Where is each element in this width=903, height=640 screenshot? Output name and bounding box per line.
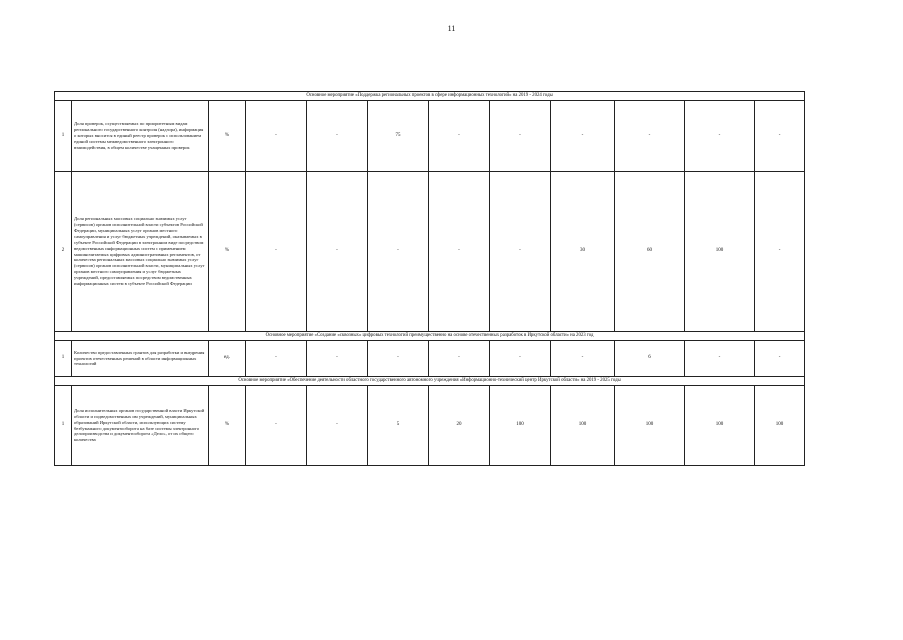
value-cell: - [368, 341, 429, 377]
value-cell: 6 [615, 341, 685, 377]
value-cell: - [755, 341, 805, 377]
page-number: 11 [447, 24, 456, 33]
value-cell: - [755, 172, 805, 332]
value-cell: 100 [685, 172, 755, 332]
section-header-row [55, 332, 805, 341]
indicators-table [54, 91, 805, 466]
row-number: 1 [55, 386, 72, 466]
indicator-description: Доля исполнительных органов государственной власти Иркутской области и подведомственных им учреждений, муниципальных образований Иркутской области, использующих систему безбумажного документооборота на базе системы электронного делопроизводства и документооборота «Дело», от их общего количества [72, 386, 209, 466]
value-cell: - [685, 341, 755, 377]
value-cell: - [615, 101, 685, 172]
table-row [55, 341, 805, 377]
value-cell: 30 [551, 172, 615, 332]
value-cell: 100 [755, 386, 805, 466]
row-number: 1 [55, 341, 72, 377]
value-cell: 100 [615, 386, 685, 466]
section-header-row [55, 377, 805, 386]
section-header-row [55, 92, 805, 101]
table-row [55, 172, 805, 332]
value-cell: 100 [685, 386, 755, 466]
value-cell: 100 [551, 386, 615, 466]
value-cell: - [429, 101, 490, 172]
indicator-description: Доля региональных массовых социально значимых услуг (сервисов) органов исполнительной власти субъектов Российской Федерации, муниципальных услуг органов местного самоуправления и услуг бюджетных учреждений, оказываемых в субъекте Российской Федерации в электронном виде посредством ведомственных информационных систем с применением машиночитаемых цифровых административных регламентов, от количества региональных массовых социально значимых услуг (сервисов) органов исполнительной власти, муниципальных услуг органов местного самоуправления и услуг бюджетных учреждений, предоставляемых посредством ведомственных информационных систем в субъекте Российской Федерации [72, 172, 209, 332]
table-row [55, 101, 805, 172]
unit-cell: ед. [209, 341, 246, 377]
indicator-description: Количество предоставленных грантов для разработки и внедрения проектов отечественных решений в области информационных технологий [72, 341, 209, 377]
indicator-description: Доля проверок, осуществляемых по приоритетным видам регионального государственного контроля (надзора), информация о которых вносится в единый реестр проверок с использованием единой системы межведомственного электронного взаимодействия, в общем количестве учащенных проверок [72, 101, 209, 172]
value-cell: 20 [429, 386, 490, 466]
value-cell: - [490, 172, 551, 332]
value-cell: - [551, 101, 615, 172]
value-cell: 5 [368, 386, 429, 466]
value-cell: - [490, 341, 551, 377]
unit-cell: % [209, 172, 246, 332]
section-title: Основное мероприятие «Поддержка региональных проектов в сфере информационных технологий» на 2019 - 2024 годы [55, 92, 805, 101]
value-cell: - [246, 172, 307, 332]
value-cell: - [368, 172, 429, 332]
unit-cell: % [209, 101, 246, 172]
value-cell: - [246, 386, 307, 466]
value-cell: - [685, 101, 755, 172]
section-title: Основное мероприятие «Создание «сквозных» цифровых технологий преимущественно на основе отечественных разработок в Иркутской области» на 2023 год [55, 332, 805, 341]
value-cell: - [490, 101, 551, 172]
table-row [55, 386, 805, 466]
row-number: 1 [55, 101, 72, 172]
value-cell: - [307, 101, 368, 172]
value-cell: 100 [490, 386, 551, 466]
value-cell: - [307, 341, 368, 377]
value-cell: - [429, 341, 490, 377]
value-cell: 60 [615, 172, 685, 332]
value-cell: - [246, 101, 307, 172]
value-cell: 75 [368, 101, 429, 172]
value-cell: - [551, 341, 615, 377]
value-cell: - [429, 172, 490, 332]
row-number: 2 [55, 172, 72, 332]
value-cell: - [307, 386, 368, 466]
value-cell: - [307, 172, 368, 332]
section-title: Основное мероприятие «Обеспечение деятельности областного государственного автономного учреждения «Информационно-технический центр Иркутской области» на 2019 - 2025 годы [55, 377, 805, 386]
unit-cell: % [209, 386, 246, 466]
value-cell: - [755, 101, 805, 172]
value-cell: - [246, 341, 307, 377]
